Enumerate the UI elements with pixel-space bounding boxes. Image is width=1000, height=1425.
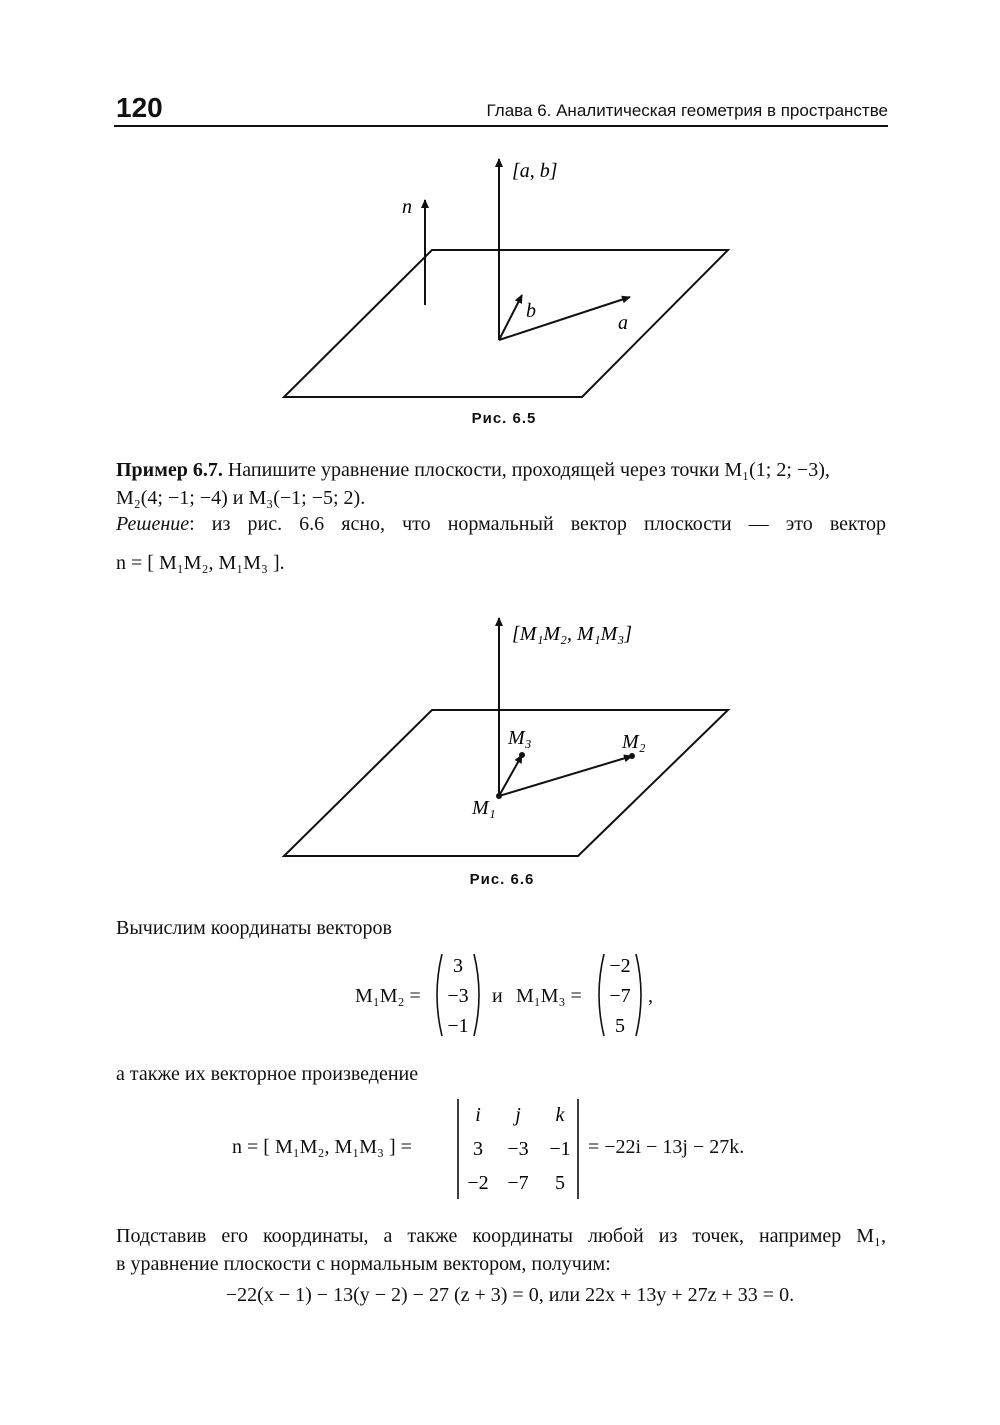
det-i: i: [475, 1104, 481, 1126]
vec-m1m3-1: −7: [609, 985, 631, 1007]
label-ab: [a, b]: [512, 160, 558, 182]
det-r1c1: 3: [473, 1138, 483, 1160]
final-equation: −22(x − 1) − 13(y − 2) − 27 (z + 3) = 0, или 22x + 13y + 27z + 33 = 0.: [225, 1284, 795, 1306]
label-b: b: [526, 300, 536, 322]
subst-line-1: Подставив его координаты, а также координаты любой из точек, например M₁,: [116, 1225, 886, 1247]
chapter-title: Глава 6. Аналитическая геометрия в пространстве: [486, 101, 888, 120]
solution-text: : из рис. 6.6 ясно, что нормальный вектор плоскости — это вектор: [189, 513, 886, 535]
cross-text: а также их векторное произведение: [116, 1063, 419, 1085]
vec-m1m3-name: M₁M₃ =: [516, 985, 582, 1007]
vec-m1m3-0: −2: [609, 955, 631, 977]
point-m1: [496, 793, 502, 799]
cross-lhs: n = [ M₁M₂, M₁M₃ ] =: [232, 1136, 412, 1158]
det-k: k: [555, 1104, 565, 1126]
vec-m1m2-1: −3: [447, 985, 469, 1007]
det-r1c3: −1: [549, 1138, 571, 1160]
vec-m1m2-2: −1: [447, 1015, 469, 1037]
solution-label: Решение: [116, 513, 190, 535]
conjunction-and: и: [492, 985, 503, 1007]
cross-result: = −22i − 13j − 27k.: [588, 1136, 745, 1158]
header-rule: [114, 125, 888, 127]
vec-comma: ,: [648, 985, 653, 1007]
solution-line: [116, 510, 886, 538]
vec-m1m3-2: 5: [615, 1015, 625, 1037]
vec-m1m2-matrix: [432, 950, 484, 1040]
example-title: Пример 6.7.: [116, 459, 223, 481]
vec-m1m3-matrix: [594, 950, 646, 1040]
det-r2c2: −7: [507, 1172, 529, 1194]
point-m2: [629, 753, 635, 759]
label-m2: M₂: [622, 731, 646, 753]
figure-6-5-caption: Рис. 6.5: [471, 410, 537, 427]
figure-6-6: [270, 610, 740, 870]
det-j: j: [515, 1104, 521, 1126]
label-cross: [M₁M₂, M₁M₃]: [512, 623, 633, 645]
subst-line-2: в уравнение плоскости с нормальным вектором, получим:: [116, 1253, 611, 1275]
example-line-1: [116, 456, 886, 484]
determinant: [452, 1095, 584, 1205]
det-r1c2: −3: [507, 1138, 529, 1160]
label-m3: M₃: [508, 727, 532, 749]
example-text-1: Напишите уравнение плоскости, проходящей через точки M₁(1; 2; −3),: [227, 459, 830, 481]
normal-formula: n = [ M₁M₂, M₁M₃ ].: [116, 552, 285, 574]
figure-6-5: [270, 145, 740, 410]
compute-text: Вычислим координаты векторов: [116, 917, 392, 939]
label-n: n: [402, 196, 412, 218]
det-r2c3: 5: [555, 1172, 565, 1194]
example-line-2: M₂(4; −1; −4) и M₃(−1; −5; 2).: [116, 487, 366, 509]
vec-m1m2-0: 3: [453, 955, 463, 977]
page-number: 120: [116, 92, 163, 123]
label-m1: M₁: [472, 797, 496, 819]
vec-m1m2-name: M₁M₂ =: [355, 985, 421, 1007]
plane-shape: [284, 250, 728, 397]
figure-6-6-caption: Рис. 6.6: [469, 871, 535, 888]
point-m3: [519, 752, 525, 758]
label-a: a: [618, 312, 628, 334]
det-r2c1: −2: [467, 1172, 489, 1194]
